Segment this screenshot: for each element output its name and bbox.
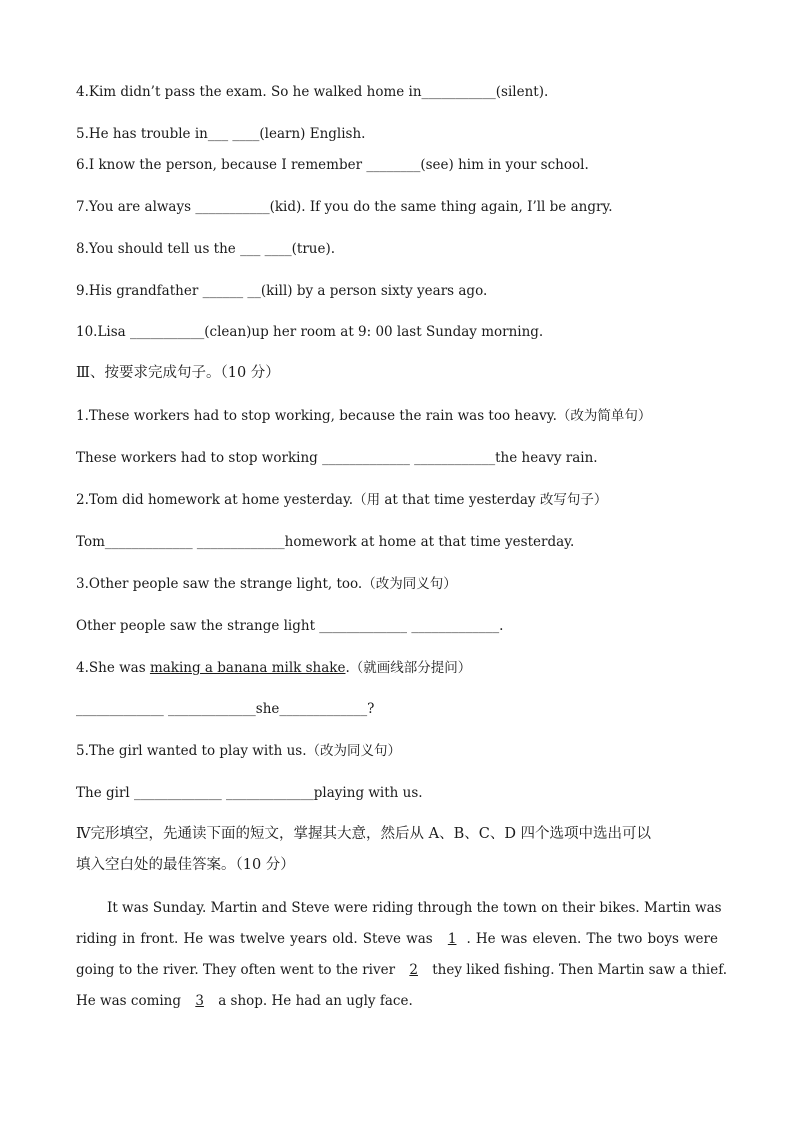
s3-question-5: 5.The girl wanted to play with us.（改为同义句） [76, 743, 401, 759]
passage-line-3-b: they liked fishing. Then Martin saw a thief. [427, 962, 728, 978]
passage-line-2-a: riding in front. He was twelve years old. Steve was [76, 931, 438, 947]
s3-question-2: 2.Tom did homework at home yesterday.（用 at that time yesterday 改写句子） [76, 492, 608, 508]
s3-question-4 [76, 659, 734, 677]
passage-line-3-a: going to the river. They often went to the river [76, 962, 400, 978]
passage-line-2 [76, 930, 718, 948]
section-4-heading-line-2: 填入空白处的最佳答案。（10 分） [76, 857, 295, 873]
question-4: 4.Kim didn’t pass the exam. So he walked home in___________(silent). [76, 84, 549, 100]
passage-line-4-a: He was coming [76, 993, 186, 1009]
passage-line-4 [76, 992, 718, 1010]
question-10: 10.Lisa ___________(clean)up her room at 9: 00 last Sunday morning. [76, 324, 544, 340]
s3-question-3: 3.Other people saw the strange light, too.（改为同义句） [76, 576, 457, 592]
section-4-heading-line-1: Ⅳ完形填空，先通读下面的短文，掌握其大意，然后从 A、B、C、D 四个选项中选出可以 [76, 826, 652, 842]
s3-q4-underlined-phrase: making a banana milk shake [149, 660, 346, 676]
s3-question-1: 1.These workers had to stop working, because the rain was too heavy.（改为简单句） [76, 408, 652, 424]
cloze-passage [76, 899, 728, 1019]
section-3-heading: Ⅲ、按要求完成句子。（10 分） [76, 365, 280, 381]
blank-1: 1 [447, 931, 457, 947]
passage-line-4-b: a shop. He had an ugly face. [213, 993, 413, 1009]
s3-q4-suffix: .（就画线部分提问） [345, 660, 472, 676]
question-8: 8.You should tell us the ___ ____(true). [76, 241, 336, 257]
s3-answer-5: The girl _____________ _____________playing with us. [76, 785, 423, 801]
s3-q4-prefix: 4.She was [76, 660, 150, 676]
blank-2: 2 [409, 962, 418, 978]
question-7: 7.You are always ___________(kid). If you do the same thing again, I’ll be angry. [76, 199, 613, 215]
blank-3: 3 [195, 993, 204, 1009]
passage-line-2-b: . He was eleven. The two boys were [466, 931, 718, 947]
passage-line-1: It was Sunday. Martin and Steve were riding through the town on their bikes. Martin was [107, 900, 722, 916]
s3-answer-1: These workers had to stop working _____________ ____________the heavy rain. [76, 450, 598, 466]
question-5: 5.He has trouble in___ ____(learn) English. [76, 126, 366, 142]
s3-answer-2: Tom_____________ _____________homework at home at that time yesterday. [76, 534, 575, 550]
s3-answer-4: _____________ _____________she_____________? [76, 701, 375, 717]
passage-line-3 [76, 961, 728, 979]
question-9: 9.His grandfather ______ __(kill) by a person sixty years ago. [76, 283, 488, 299]
s3-answer-3: Other people saw the strange light _____________ _____________. [76, 618, 504, 634]
question-6: 6.I know the person, because I remember ________(see) him in your school. [76, 157, 589, 173]
